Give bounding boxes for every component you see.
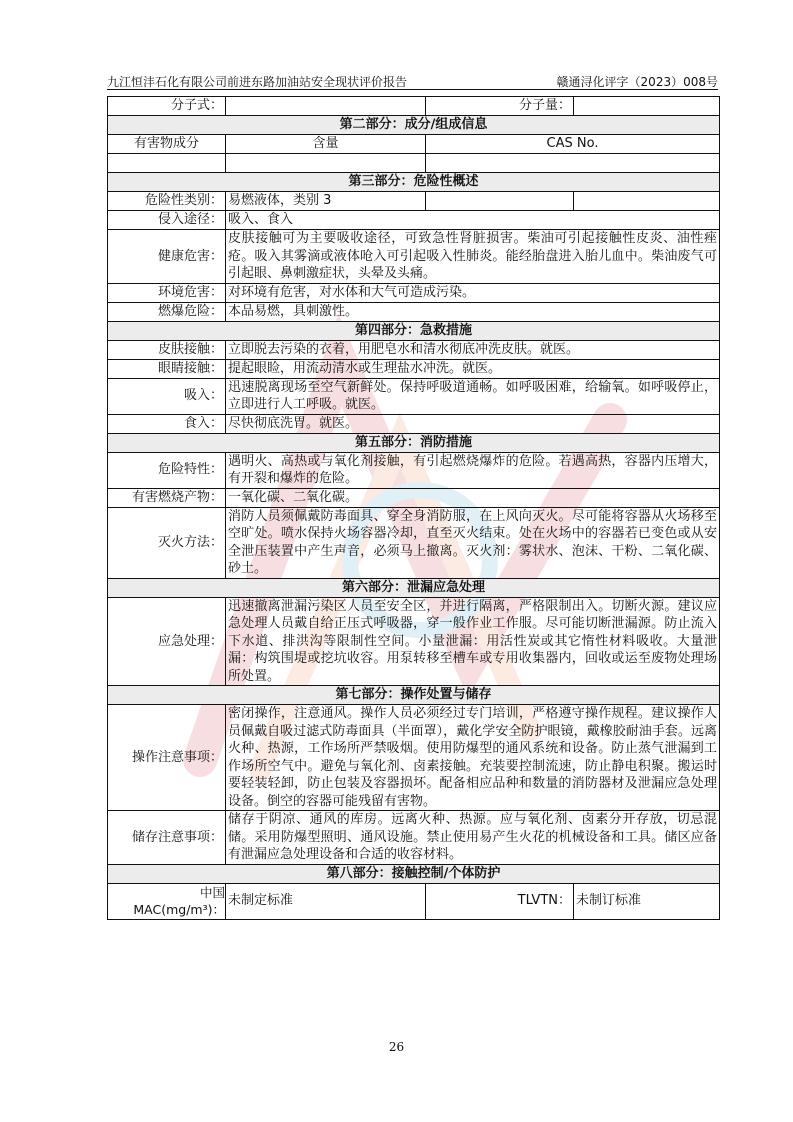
composition-cell [426,154,720,173]
row-value: 立即脱去污染的衣着，用肥皂水和清水彻底冲洗皮肤。就医。 [226,340,720,359]
row-value: 迅速撤离泄漏污染区人员至安全区，并进行隔离，严格限制出入。切断火源。建议应急处理人员戴自给正压式呼吸器，穿一般作业工作服。尽可能切断泄漏源。防止流入下水道、排洪沟等限制性空间。小量泄漏：用活性炭或其它惰性材料吸收。大量泄漏：构筑围堤或挖坑收容。用泵转移至槽车或专用收集器内，回收或运至废物处理场所处置。 [226,597,720,686]
empty-cell [426,192,574,211]
col-component: 有害物成分 [108,135,226,154]
section-title: 第二部分：成分/组成信息 [108,116,720,135]
formula-value [226,97,426,116]
row-label: 操作注意事项： [108,705,226,811]
row-label: 危险特性： [108,452,226,488]
row-value: 储存于阴凉、通风的库房。远离火种、热源。应与氧化剂、卤素分开存放，切忌混储。采用防爆型照明、通风设施。禁止使用易产生火花的机械设备和工具。储区应备有泄漏应急处理设备和合适的收容材料。 [226,811,720,865]
combustion-products-row [108,488,720,507]
row-value: 消防人员须佩戴防毒面具、穿全身消防服，在上风向灭火。尽可能将容器从火场移至空旷处。喷水保持火场容器冷却，直至灭火结束。处在火场中的容器若已变色或从安全泄压装置中产生声音，必须马上撤离。灭火剂：雾状水、泡沫、干粉、二氧化碳、砂土。 [226,507,720,578]
composition-cell [226,154,426,173]
section-header-part4 [108,321,720,340]
page-header [107,73,718,89]
row-value: 对环境有危害，对水体和大气可造成污染。 [226,283,720,302]
row-label: 健康危害： [108,230,226,284]
row-label: 灭火方法： [108,507,226,578]
tlvtn-value: 未制订标准 [574,883,720,919]
storage-precautions-row [108,811,720,865]
formula-label: 分子式： [108,97,226,116]
section-header-part3 [108,173,720,192]
row-value: 本品易燃，具刺激性。 [226,302,720,321]
explosion-hazard-row [108,302,720,321]
row-value: 尽快彻底洗胃。就医。 [226,414,720,433]
row-label: 应急处理： [108,597,226,686]
composition-empty-row [108,154,720,173]
ingestion-row [108,414,720,433]
row-label: 食入： [108,414,226,433]
section-title: 第六部分：泄漏应急处理 [108,578,720,597]
hazard-characteristics-row [108,452,720,488]
row-value: 密闭操作，注意通风。操作人员必须经过专门培训，严格遵守操作规程。建议操作人员佩戴自吸过滤式防毒面具（半面罩），戴化学安全防护眼镜，戴橡胶耐油手套。远离火种、热源，工作场所严禁吸烟。使用防爆型的通风系统和设备。防止蒸气泄漏到工作场所空气中。避免与氧化剂、卤素接触。充装要控制流速，防止静电积聚。搬运时要轻装轻卸，防止包装及容器损坏。配备相应品种和数量的消防器材及泄漏应急处理设备。倒空的容器可能残留有害物。 [226,705,720,811]
row-label: 眼睛接触： [108,359,226,378]
eye-contact-row [108,359,720,378]
section-title: 第七部分：操作处置与储存 [108,686,720,705]
row-value: 一氧化碳、二氧化碳。 [226,488,720,507]
exposure-limits-row [108,883,720,919]
row-label: 有害燃烧产物： [108,488,226,507]
header-divider [107,89,718,90]
row-label: 储存注意事项： [108,811,226,865]
health-hazard-row [108,230,720,284]
extinguishing-method-row [108,507,720,578]
row-value: 皮肤接触可为主要吸收途径，可致急性肾脏损害。柴油可引起接触性皮炎、油性痤疮。吸入其雾滴或液体呛入可引起吸入性肺炎。能经胎盘进入胎儿血中。柴油废气可引起眼、鼻刺激症状，头晕及头痛。 [226,230,720,284]
inhalation-row [108,378,720,414]
section-header-part2 [108,116,720,135]
hazard-class-row [108,192,720,211]
msds-table [107,96,720,920]
section-header-part7 [108,686,720,705]
section-header-part5 [108,433,720,452]
row-label: 燃爆危险： [108,302,226,321]
composition-header-row [108,135,720,154]
section-title: 第四部分：急救措施 [108,321,720,340]
page-number: 26 [388,1040,405,1054]
composition-cell [108,154,226,173]
skin-contact-row [108,340,720,359]
formula-row [108,97,720,116]
tlvtn-label: TLVTN： [426,883,574,919]
row-label: 皮肤接触： [108,340,226,359]
row-label: 吸入： [108,378,226,414]
header-document-number: 赣通浔化评字（2023）008号 [556,75,718,89]
handling-precautions-row [108,705,720,811]
section-title: 第八部分：接触控制/个体防护 [108,864,720,883]
row-label: 环境危害： [108,283,226,302]
row-value: 遇明火、高热或与氧化剂接触，有引起燃烧爆炸的危险。若遇高热，容器内压增大，有开裂和爆炸的危险。 [226,452,720,488]
col-cas: CAS No. [426,135,720,154]
row-label: 危险性类别： [108,192,226,211]
row-value: 易燃液体，类别 3 [226,192,426,211]
section-title: 第五部分：消防措施 [108,433,720,452]
row-value: 迅速脱离现场至空气新鲜处。保持呼吸道通畅。如呼吸困难，给输氧。如呼吸停止，立即进行人工呼吸。就医。 [226,378,720,414]
section-header-part6 [108,578,720,597]
row-value: 吸入、食入 [226,211,720,230]
exposure-route-row [108,211,720,230]
col-content: 含量 [226,135,426,154]
empty-cell [574,192,720,211]
section-header-part8 [108,864,720,883]
mac-value: 未制定标准 [226,883,426,919]
row-value: 提起眼睑，用流动清水或生理盐水冲洗。就医。 [226,359,720,378]
row-label: 侵入途径： [108,211,226,230]
molecular-weight-value [574,97,720,116]
header-report-title: 九江恒沣石化有限公司前进东路加油站安全现状评价报告 [107,75,408,89]
emergency-response-row [108,597,720,686]
mac-label: 中国 MAC(mg/m³)： [108,883,226,919]
environment-hazard-row [108,283,720,302]
section-title: 第三部分：危险性概述 [108,173,720,192]
molecular-weight-label: 分子量： [426,97,574,116]
